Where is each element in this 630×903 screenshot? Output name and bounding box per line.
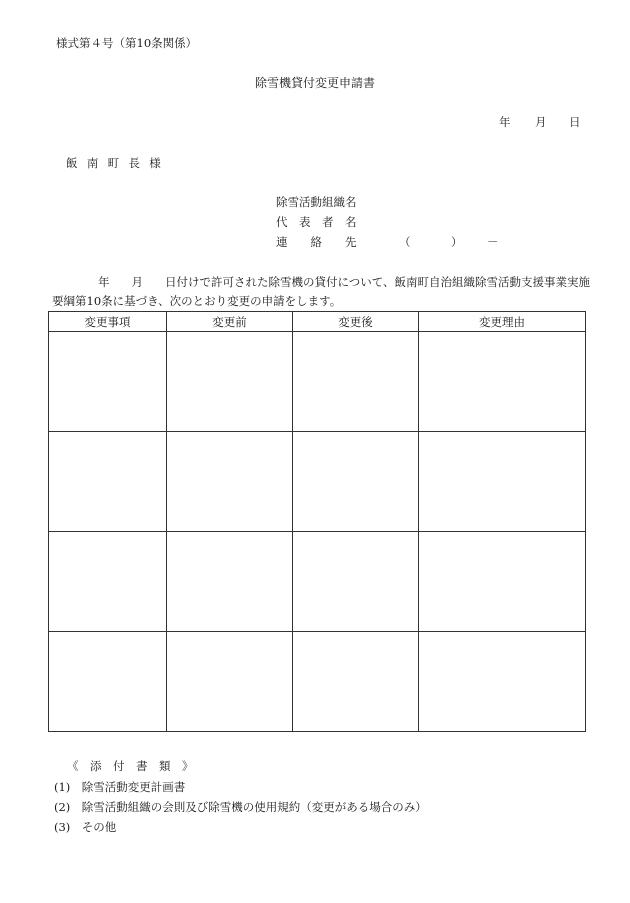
phone-dash: － <box>487 235 499 249</box>
addressee-char: 様 <box>149 156 162 170</box>
cell-before[interactable] <box>167 332 293 432</box>
application-body <box>52 273 597 311</box>
cell-reason[interactable] <box>419 532 586 632</box>
attachment-item: (1) 除雪活動変更計画書 <box>54 780 186 794</box>
date-year: 年 <box>499 115 511 129</box>
addressee <box>66 155 170 171</box>
cell-after[interactable] <box>293 332 419 432</box>
date-month: 月 <box>535 115 547 129</box>
body-month: 月 <box>131 275 143 289</box>
addressee-char: 南 <box>86 156 99 170</box>
addressee-char: 飯 <box>66 156 78 170</box>
attachment-item: (3) その他 <box>54 820 117 834</box>
cell-before[interactable] <box>167 632 293 732</box>
header-change-item: 変更事項 <box>49 312 167 332</box>
cell-before[interactable] <box>167 532 293 632</box>
header-reason: 変更理由 <box>419 312 586 332</box>
cell-change-item[interactable] <box>49 332 167 432</box>
table-row <box>49 432 586 532</box>
cell-reason[interactable] <box>419 632 586 732</box>
applicant-contact-label: 連 絡 先 <box>276 235 357 249</box>
cell-after[interactable] <box>293 532 419 632</box>
document-title: 除雪機貸付変更申請書 <box>254 76 375 90</box>
cell-reason[interactable] <box>419 432 586 532</box>
cell-change-item[interactable] <box>49 632 167 732</box>
attachments-heading: 《 添 付 書 類 》 <box>67 759 194 773</box>
body-text: 日付けで許可された除雪機の貸付について、飯南町自治組織除雪活動支援事業実施要綱第10条に基づき、次のとおり変更の申請をします。 <box>52 275 591 308</box>
cell-before[interactable] <box>167 432 293 532</box>
addressee-char: 長 <box>128 156 141 170</box>
table-header-row <box>49 312 586 332</box>
header-after: 変更後 <box>293 312 419 332</box>
phone-open-paren: （ <box>399 235 411 249</box>
cell-after[interactable] <box>293 432 419 532</box>
cell-after[interactable] <box>293 632 419 732</box>
cell-reason[interactable] <box>419 332 586 432</box>
applicant-org-label: 除雪活動組織名 <box>276 195 357 209</box>
cell-change-item[interactable] <box>49 432 167 532</box>
body-year: 年 <box>98 275 110 289</box>
phone-close-paren: ） <box>451 235 463 249</box>
form-number: 様式第４号（第10条関係） <box>56 36 198 50</box>
addressee-char: 町 <box>107 156 120 170</box>
table-row <box>49 632 586 732</box>
date-day: 日 <box>569 115 581 129</box>
changes-table <box>48 311 586 732</box>
cell-change-item[interactable] <box>49 532 167 632</box>
applicant-rep-label: 代 表 者 名 <box>276 215 357 229</box>
table-row <box>49 332 586 432</box>
attachment-item: (2) 除雪活動組織の会則及び除雪機の使用規約（変更がある場合のみ） <box>54 800 427 814</box>
table-row <box>49 532 586 632</box>
header-before: 変更前 <box>167 312 293 332</box>
